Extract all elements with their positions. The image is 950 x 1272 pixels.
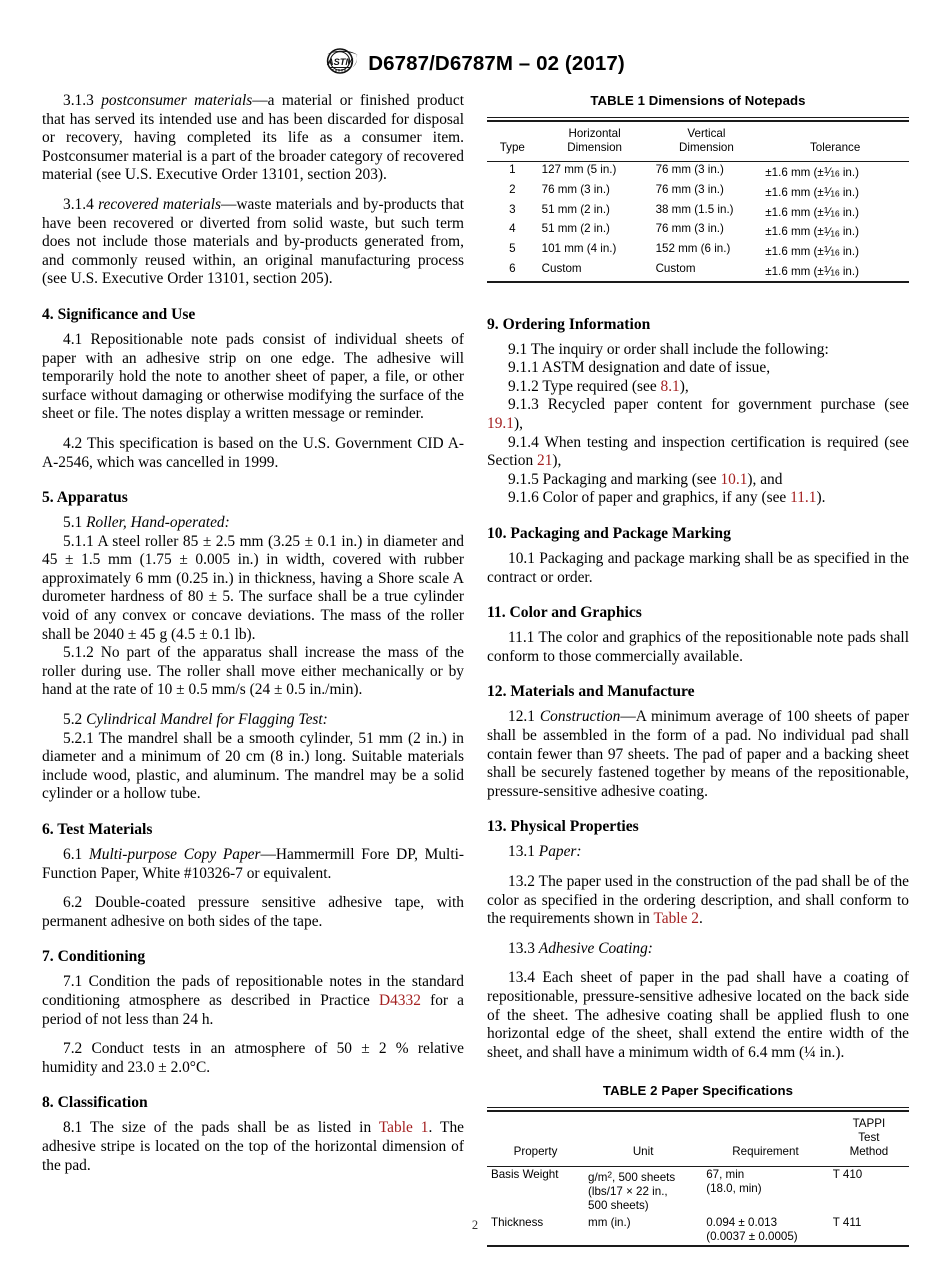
paragraph-number: 9.1.5 [508,470,539,488]
table-row [487,162,909,182]
paragraph-10-1 [487,550,909,587]
defined-term: recovered materials [98,195,221,213]
paragraph-number: 3.1.3 [63,92,94,109]
paragraph-9-1-6 [487,489,909,508]
table-2-col-property [487,1111,584,1166]
paragraph-13-4 [487,969,909,1062]
fraction-one-sixteenth: $^1⁄_{16}$ [823,263,840,279]
cell-tolerance [761,202,909,222]
cell-horizontal: 51 mm (2 in.) [541,222,610,236]
table-1-body [487,162,909,282]
cross-reference-link-11-1[interactable]: 11.1 [790,489,817,507]
requirement-line-2: (0.0037 ± 0.0005) [706,1229,798,1243]
header-line-1: Tolerance [810,140,861,154]
paragraph-9-1-3 [487,396,909,433]
paragraph-number: 9.1.1 [508,359,539,377]
unit-line-1: mm (in.) [588,1215,631,1229]
paragraph-number: 10.1 [508,550,535,568]
table-1-col-vertical [652,121,762,162]
paragraph-number: 3.1.4 [63,195,94,213]
page-header [0,48,950,79]
cell-tolerance [761,241,909,261]
section-heading-11: 11. Color and Graphics [487,604,642,622]
table-2-body [487,1166,909,1246]
paragraph-text: —A minimum average of 100 sheets of paper shall be assembled in the form of a pad. No individual pad shall contain fewer than 97 sheets. The pad of paper and a backing sheet shall be securely fastened together by means of the repositionable, pressure-sensitive adhesive coating. [487,708,909,800]
paragraph-9-1-1 [487,359,909,378]
header-line-2: Test [858,1131,880,1145]
table-1-wrapper [487,92,909,283]
paragraph-7-2 [42,1040,464,1077]
header-line-2: Requirement [732,1145,799,1159]
unit-line-3: 500 sheets) [588,1199,649,1213]
table-1 [487,117,909,283]
header-line-1: Horizontal [568,126,621,140]
defined-term: postconsumer materials [101,92,253,109]
paragraph-number: 13.4 [508,969,535,987]
paragraph-text: Packaging and marking (see [542,470,717,488]
fraction-one-sixteenth: $^1⁄_{16}$ [823,224,840,239]
paragraph-text: Conduct tests in an atmosphere of 50 ± 2 % relative humidity and 23.0 ± 2.0°C. [42,1040,464,1076]
header-line-2: Property [513,1145,558,1159]
cell-type: 1 [509,163,516,176]
table-2-header-row [487,1111,909,1166]
paragraph-5-2-1 [42,730,464,804]
table-1-col-type [487,121,538,162]
paragraph-text: ASTM designation and date of issue, [541,359,771,377]
paragraph-text-cont: . The adhesive stripe is located on the top of the horizontal dimension of the pad. [42,1119,464,1174]
paragraph-5-2 [42,711,464,730]
fraction-one-sixteenth: $^1⁄_{16}$ [823,244,840,259]
paragraph-number: 9.1.4 [508,433,539,451]
paragraph-number: 5.1 [63,514,83,532]
paragraph-text: When testing and inspection certification is required (see Section [487,433,909,470]
paragraph-text: Type required (see [542,377,657,395]
cell-tolerance [761,221,909,241]
section-heading-13: 13. Physical Properties [487,818,639,836]
cell-horizontal: 101 mm (4 in.) [541,242,617,256]
cell-type: 4 [509,222,516,236]
cell-tolerance [761,261,909,282]
paragraph-5-1-1 [42,533,464,645]
cell-type: 2 [509,182,516,196]
table-row [487,221,909,241]
subtitle-text: Paper: [538,843,582,861]
paragraph-number: 12.1 [508,708,535,726]
cell-type: 5 [509,242,516,256]
unit-line-2: (lbs/17 × 22 in., [588,1185,668,1199]
paragraph-number: 6.1 [63,846,83,863]
cross-reference-link-8-1[interactable]: 8.1 [660,377,680,395]
paragraph-number: 6.2 [63,894,83,912]
cross-reference-link-table-2[interactable]: Table 2 [653,910,699,928]
cell-tolerance [761,182,909,202]
paragraph-number: 9.1.6 [508,489,539,507]
table-row [487,261,909,282]
paragraph-number: 11.1 [508,629,535,647]
requirement-line-1: 0.094 ± 0.013 [706,1215,778,1229]
tol-suffix: in.) [839,185,859,199]
table-2-head [487,1107,909,1166]
paragraph-4-2 [42,435,464,472]
paragraph-9-1-2 [487,378,909,397]
document-designation: D6787/D6787M – 02 (2017) [368,51,625,75]
section-heading-9: 9. Ordering Information [487,315,651,333]
paragraph-9-1-5 [487,471,909,490]
cell-test-method: T 411 [829,1215,909,1246]
cell-horizontal: Custom [538,261,652,282]
paragraph-text-cont: ), [679,377,689,395]
header-line-3: Method [849,1145,889,1159]
table-1-title: TABLE 1 Dimensions of Notepads [590,93,806,108]
fraction-one-sixteenth: $^1⁄_{16}$ [823,165,840,180]
paragraph-text: Each sheet of paper in the pad shall have a coating of repositionable, pressure-sensitive adhesive located on the back side of the sheet. The adhesive coating shall be applied flush to one horizontal edge of the sheet, shall extend the entire width of the sheet, and shall have a minimum width of 6.4 mm (¼ in.). [487,969,909,1061]
section-heading-8: 8. Classification [42,1094,148,1112]
unit-line-1: $g/m^2$, 500 sheets [588,1169,676,1185]
cell-vertical: 152 mm (6 in.) [655,242,731,256]
section-heading-4: 4. Significance and Use [42,305,196,323]
paragraph-3-1-4 [42,196,464,289]
paragraph-text: Color of paper and graphics, if any (see [542,489,787,507]
paragraph-text: The paper used in the construction of the pad shall be of the color as specified in the ordering description, and shall conform to the requirements shown in [487,872,909,928]
svg-text:ASTM: ASTM [327,57,354,67]
paragraph-9-1-4 [487,434,909,471]
paragraph-text-cont: ), and [747,470,783,488]
tol-prefix: ±1.6 mm (± [765,205,824,219]
paragraph-text: Packaging and package marking shall be as specified in the contract or order. [487,550,909,586]
table-row [487,182,909,202]
table-1-head [487,117,909,161]
astm-logo [325,48,359,79]
paragraph-number: 5.2.1 [63,729,94,747]
paragraph-number: 4.1 [63,330,83,348]
paragraph-text: A steel roller 85 ± 2.5 mm (3.25 ± 0.1 in.) in diameter and 45 ± 1.5 mm (1.75 ± 0.005 in.) in width, covered with rubber approximately 6 mm (0.25 in.) in thickness, having a Shore scale A durometer hardness of 80 ± 5. The surface shall be a true cylinder void of any convex or concave deviations. The mass of the roller shall be 2040 ± 45 g (4.5 ± 0.1 lb). [42,532,465,643]
defined-term: Construction [539,708,621,726]
paragraph-text-cont: ). [816,489,826,507]
section-heading-10: 10. Packaging and Package Marking [487,525,731,543]
paragraph-11-1 [487,629,909,666]
cell-horizontal: 76 mm (3 in.) [541,182,610,196]
paragraph-8-1 [42,1119,464,1175]
cell-requirement [702,1166,829,1215]
paragraph-9-1 [487,341,909,360]
paragraph-13-3 [487,940,909,959]
page-number: 2 [471,1218,479,1232]
cell-type: 3 [509,202,516,216]
table-1-header-row [487,121,909,162]
paragraph-text: No part of the apparatus shall increase the mass of the roller during use. The roller shall move either mechanically or by hand at the rate of 10 ± 0.5 mm/s (24 ± 0.5 in./min). [42,644,464,699]
paragraph-text: The inquiry or order shall include the following: [530,340,829,358]
paragraph-number: 4.2 [63,434,83,452]
tol-suffix: in.) [839,245,859,259]
tol-suffix: in.) [839,265,859,279]
cell-horizontal: 51 mm (2 in.) [541,202,610,216]
cell-vertical: 76 mm (3 in.) [655,163,724,176]
requirement-line-2: (18.0, min) [706,1181,762,1195]
fraction-one-sixteenth: $^1⁄_{16}$ [823,184,840,199]
paragraph-text: The mandrel shall be a smooth cylinder, 51 mm (2 in.) in diameter and a minimum of 20 cm (8 in.) long. Suitable materials include wood, plastic, and aluminum. The mandrel may be a solid cylinder or a hollow tube. [42,729,465,803]
header-line-2: Dimension [567,140,622,154]
header-line-1: Vertical [687,126,726,140]
paragraph-number: 9.1 [508,340,528,358]
paragraph-6-1 [42,846,464,883]
paragraph-7-1 [42,973,464,1029]
cell-tolerance [761,162,909,182]
requirement-line-1: 67, min [706,1167,745,1181]
cell-property: Thickness [487,1215,584,1246]
paragraph-4-1 [42,331,464,424]
paragraph-text-cont: ), [513,415,523,433]
paragraph-number: 5.1.2 [63,644,94,662]
table-row [487,241,909,261]
tol-prefix: ±1.6 mm (± [765,265,824,279]
defined-term: Multi-purpose Copy Paper [88,846,261,863]
cross-reference-link-d4332[interactable]: D4332 [379,991,421,1009]
table-2-col-requirement [702,1111,829,1166]
paragraph-text: —Hammermill Fore DP, Multi-Function Paper, White #10326-7 or equivalent. [42,846,464,882]
header-line-1: TAPPI [852,1116,886,1130]
paragraph-number: 8.1 [63,1119,83,1137]
section-heading-6: 6. Test Materials [42,821,153,838]
paragraph-text: This specification is based on the U.S. Government CID A-A-2546, which was cancelled in 1999. [42,434,464,471]
paragraph-text: —waste materials and by-products that have been recovered or diverted from solid waste, but such term does not include those materials and by-products generated from, and commonly reused within, an original manufacturing process (see U.S. Executive Order 13101, section 205). [42,195,464,288]
cell-type: 6 [487,261,538,282]
table-1-col-horizontal [538,121,652,162]
tol-suffix: in.) [839,225,859,239]
superscript-2: 2 [607,1169,613,1180]
paragraph-5-1 [42,514,464,533]
cross-reference-link-10-1[interactable]: 10.1 [720,470,748,488]
paragraph-text: Repositionable note pads consist of individual sheets of paper with an adhesive strip on one edge. The adhesive will temporarily hold the note to another sheet of paper, a file, or other surface without damaging or otherwise modifying the surface of the sheet or file. The notes display a written message or reminder. [42,330,464,423]
table-2-col-tappi-test-method [829,1111,909,1166]
paragraph-number: 13.3 [508,939,535,957]
tol-prefix: ±1.6 mm (± [765,245,824,259]
section-heading-7: 7. Conditioning [42,948,146,966]
section-heading-5: 5. Apparatus [42,489,128,507]
paragraph-text: The color and graphics of the repositionable note pads shall conform to those commercially available. [487,629,909,665]
header-line-1: Type [499,140,525,154]
cell-property: Basis Weight [491,1167,559,1181]
paragraph-text: Recycled paper content for government purchase (see [547,396,909,414]
paragraph-number: 9.1.2 [508,377,539,395]
cell-vertical: 76 mm (3 in.) [655,222,724,236]
tol-suffix: in.) [839,205,859,219]
paragraph-13-1 [487,843,909,862]
paragraph-text-cont: ), [552,452,562,470]
table-row [487,202,909,222]
paragraph-number: 13.2 [508,872,535,890]
cell-test-method: T 410 [832,1167,863,1181]
paragraph-number: 13.1 [508,843,535,861]
paragraph-5-1-2 [42,644,464,700]
subtitle-text: Cylindrical Mandrel for Flagging Test: [86,711,328,729]
paragraph-text-cont: for a period of not less than 24 h. [42,991,464,1028]
fraction-one-sixteenth: $^1⁄_{16}$ [823,204,840,219]
cross-reference-link-19-1[interactable]: 19.1 [487,415,514,433]
paragraph-3-1-3 [42,92,464,185]
cross-reference-link-21[interactable]: 21 [537,452,553,470]
table-row [487,1166,909,1215]
paragraph-text: Condition the pads of repositionable notes in the standard conditioning atmosphere as described in Practice [42,973,464,1009]
paragraph-number: 9.1.3 [508,396,539,414]
cross-reference-link-table-1[interactable]: Table 1 [378,1119,429,1137]
header-line-2: Unit [632,1145,654,1159]
subtitle-text: Adhesive Coating: [538,939,653,957]
paragraph-text: The size of the pads shall be as listed in [89,1119,372,1137]
tol-prefix: ±1.6 mm (± [765,166,824,180]
tol-suffix: in.) [839,166,859,180]
paragraph-number: 5.1.1 [63,532,94,550]
left-column [42,92,464,1175]
table-2-title: TABLE 2 Paper Specifications [602,1083,794,1099]
cell-unit [584,1166,702,1215]
table-2-col-unit [584,1111,702,1166]
paragraph-6-2 [42,894,464,931]
table-1-col-tolerance [761,121,909,162]
cell-vertical: Custom [652,261,762,282]
right-column [487,92,909,1247]
paragraph-text: Double-coated pressure sensitive adhesive tape, with permanent adhesive on both sides of the tape. [42,894,464,930]
tol-prefix: ±1.6 mm (± [765,185,824,199]
section-heading-12: 12. Materials and Manufacture [487,683,695,701]
paragraph-text-cont: . [698,910,703,928]
paragraph-number: 7.2 [63,1040,83,1058]
cell-horizontal: 127 mm (5 in.) [541,163,617,176]
tol-prefix: ±1.6 mm (± [765,225,824,239]
paragraph-text: —a material or finished product that has served its intended use and has been discarded for disposal or recovery, having completed its life as a consumer item. Postconsumer material is a part of the broader category of recovered material (see U.S. Executive Order 13101, section 203). [42,92,464,184]
paragraph-number: 7.1 [63,973,83,991]
paragraph-12-1 [487,708,909,801]
cell-vertical: 76 mm (3 in.) [655,182,724,196]
header-line-2: Dimension [679,140,734,154]
cell-vertical: 38 mm (1.5 in.) [655,202,734,216]
paragraph-number: 5.2 [63,711,83,729]
paragraph-13-2 [487,873,909,929]
subtitle-text: Roller, Hand-operated: [86,514,230,532]
